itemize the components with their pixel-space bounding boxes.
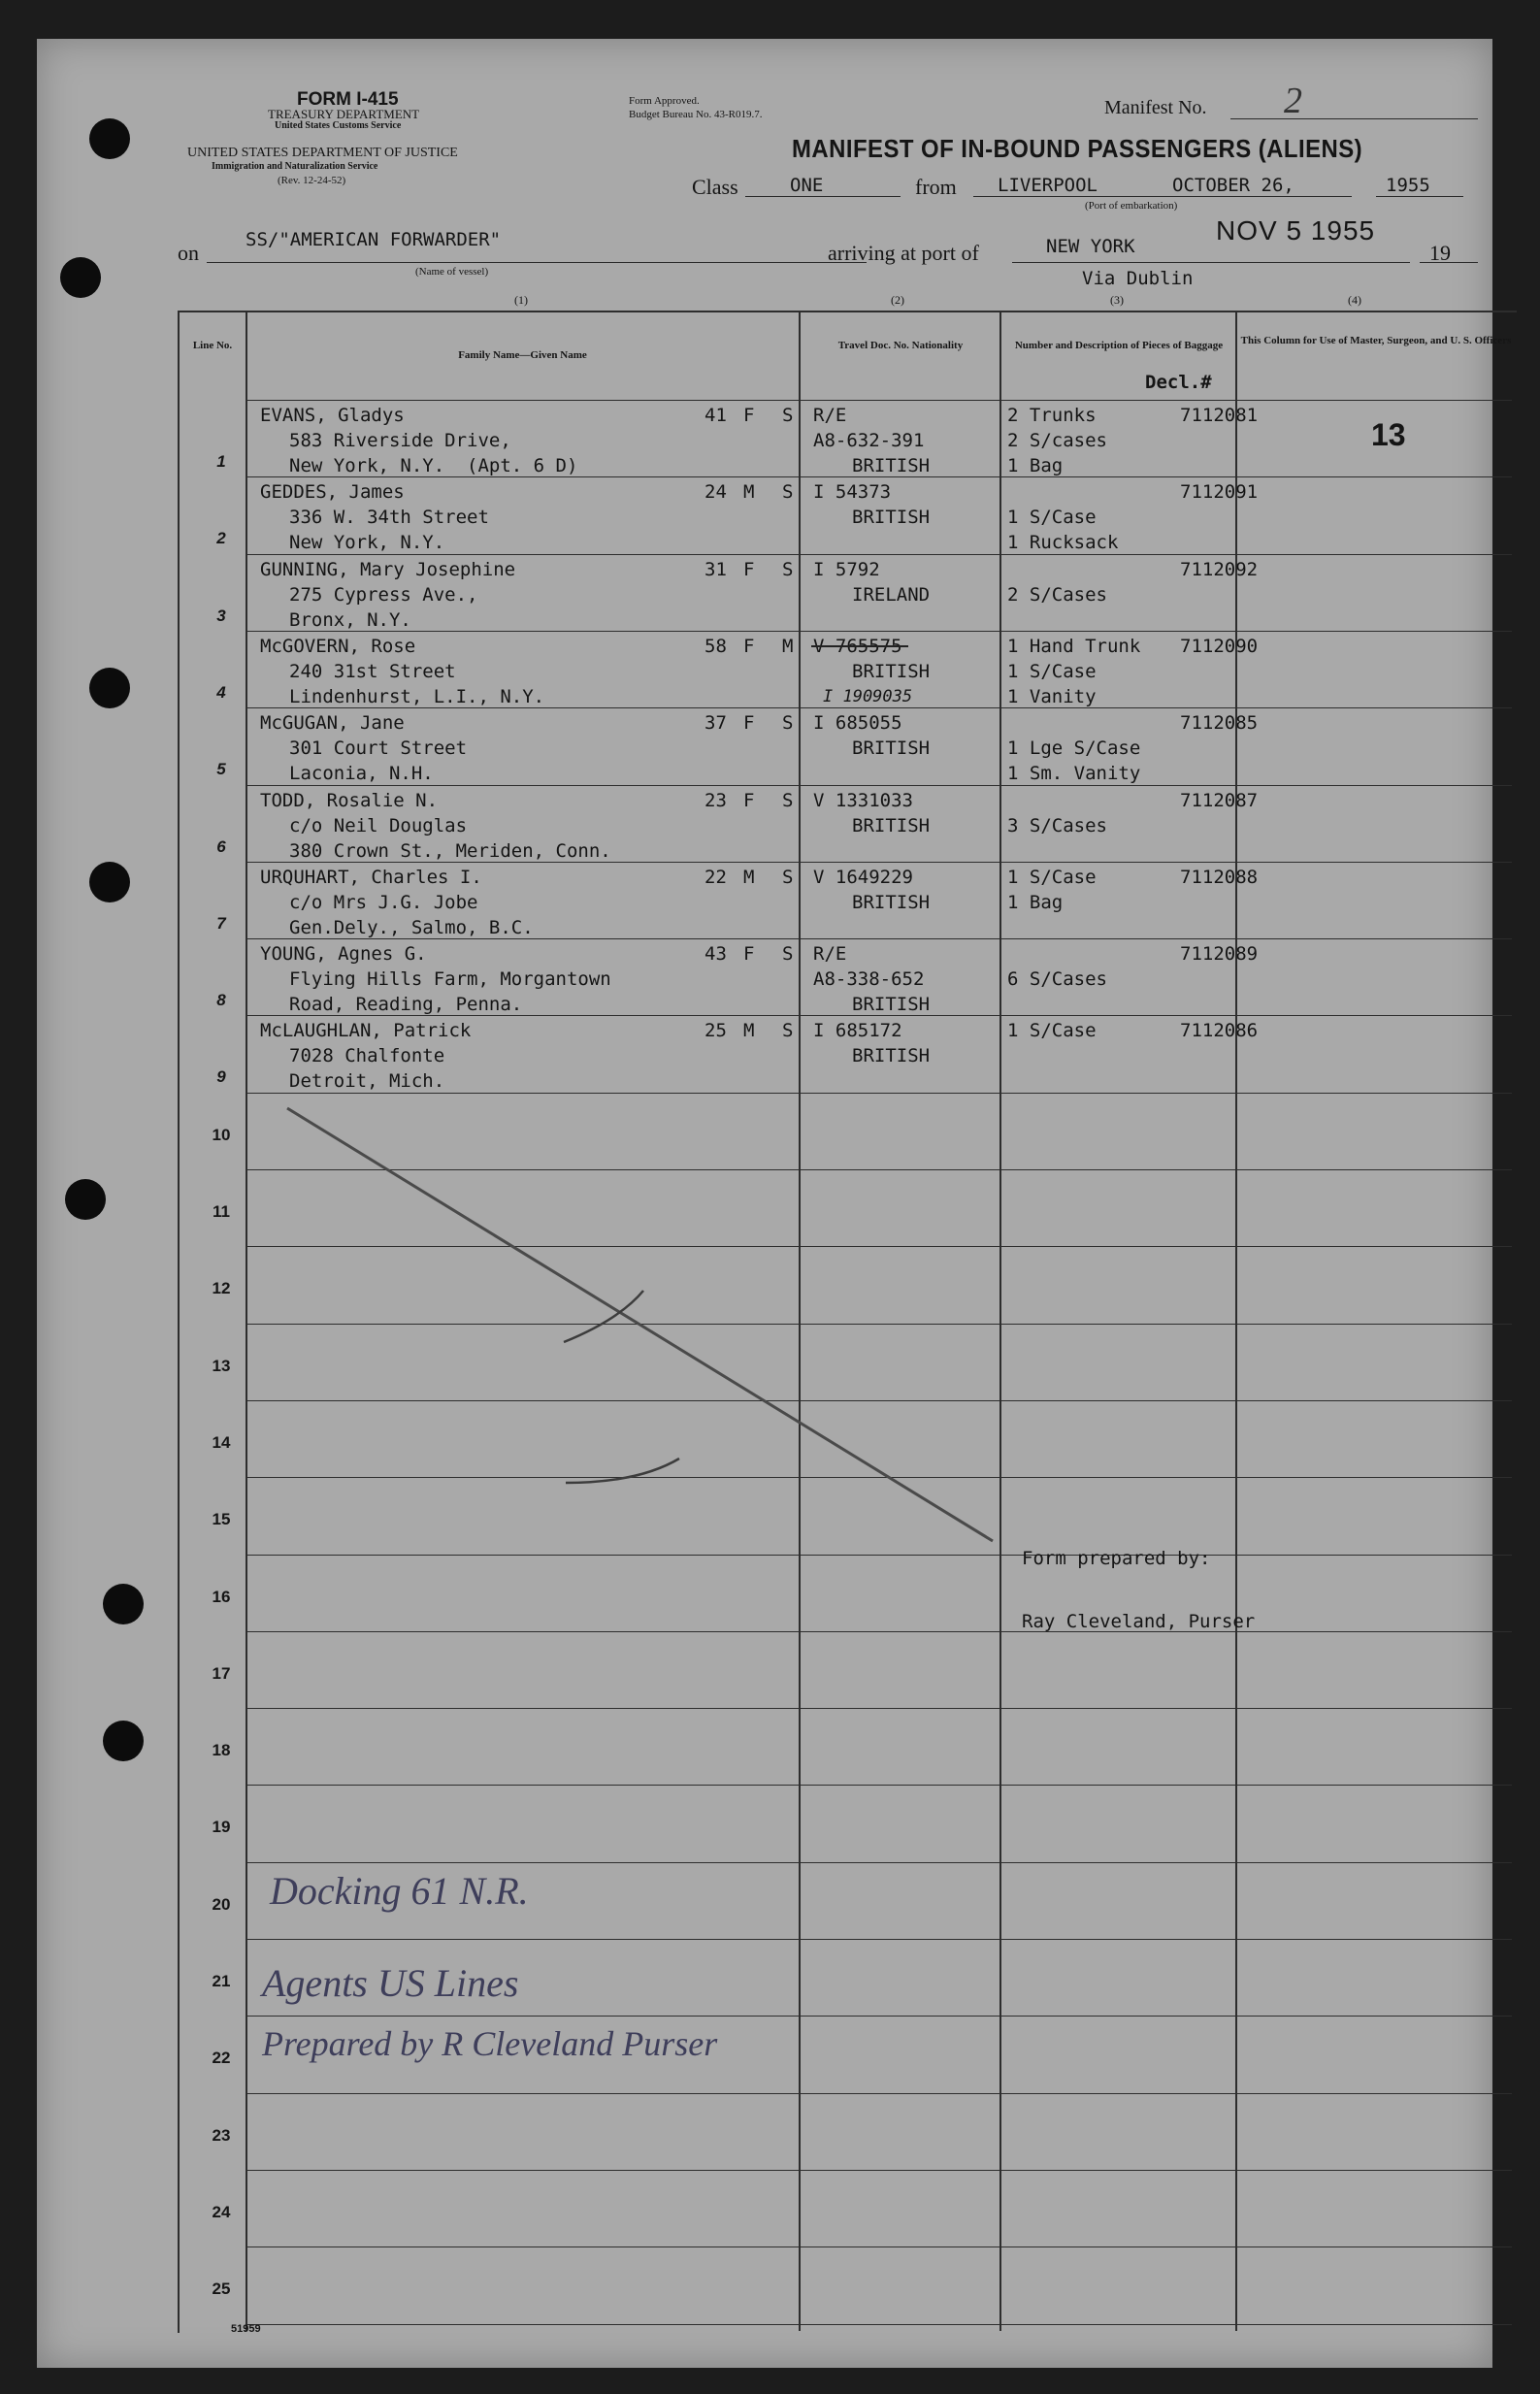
passenger-sex: M <box>743 481 755 504</box>
travel-doc-2: BRITISH <box>852 1045 931 1067</box>
passenger-age: 22 <box>704 866 727 888</box>
dept-treasury-sub: United States Customs Service <box>275 120 402 131</box>
passenger-sex: F <box>743 558 755 580</box>
passenger-age: 41 <box>704 405 727 426</box>
baggage-item: 1 Bag <box>1007 891 1064 913</box>
passenger-sex: F <box>743 789 755 811</box>
travel-doc: V 1649229 <box>813 866 913 888</box>
class-label: Class <box>692 175 738 199</box>
passenger-address: Lindenhurst, L.I., N.Y. <box>289 685 545 707</box>
line-number: 14 <box>212 1432 231 1452</box>
passenger-age: 24 <box>704 481 727 504</box>
line-number: 7 <box>216 913 226 933</box>
punch-hole <box>60 257 101 298</box>
header-name: Family Name—Given Name <box>458 349 587 361</box>
declaration-number: 7112086 <box>1180 1020 1259 1042</box>
dept-justice: UNITED STATES DEPARTMENT OF JUSTICE <box>187 146 458 160</box>
passenger-sex: F <box>743 635 755 657</box>
travel-doc: V 765575 <box>813 635 902 657</box>
line-number: 25 <box>212 2279 231 2299</box>
line-number: 18 <box>212 1741 231 1760</box>
line-number: 17 <box>212 1663 231 1683</box>
embark-date: OCTOBER 26, <box>1172 175 1294 196</box>
baggage-item: 1 Bag <box>1007 455 1064 476</box>
prepared-by-label: Form prepared by: <box>1022 1548 1211 1569</box>
passenger-address: Gen.Dely., Salmo, B.C. <box>289 916 534 938</box>
line-number: 6 <box>216 836 226 856</box>
passenger-address: Flying Hills Farm, Morgantown <box>289 968 611 991</box>
nationality: I 1909035 <box>823 686 913 706</box>
on-label: on <box>178 241 199 265</box>
declaration-number: 7112091 <box>1180 481 1259 504</box>
passenger-name: YOUNG, Agnes G. <box>260 943 427 966</box>
passenger-address: 336 W. 34th Street <box>289 507 489 529</box>
header-travel-doc: Travel Doc. No. Nationality <box>837 340 964 351</box>
handwritten-prepared: Prepared by R Cleveland Purser <box>262 2024 718 2063</box>
declaration-number: 7112092 <box>1180 558 1259 580</box>
travel-doc-2: BRITISH <box>852 814 931 836</box>
passenger-address: 583 Riverside Drive, <box>289 430 511 451</box>
travel-doc: I 685172 <box>813 1020 902 1042</box>
passenger-address: New York, N.Y. <box>289 532 445 554</box>
passenger-name: McLAUGHLAN, Patrick <box>260 1020 472 1042</box>
passenger-name: McGOVERN, Rose <box>260 635 416 657</box>
travel-doc-2: A8-338-652 <box>813 968 925 991</box>
line-number: 2 <box>216 529 226 548</box>
punch-hole <box>103 1584 144 1624</box>
baggage-item: 1 S/Case <box>1007 1020 1097 1042</box>
handwritten-agents: Agents US Lines <box>262 1961 519 2005</box>
baggage-item: 1 Hand Trunk <box>1007 635 1141 657</box>
passenger-name: McGUGAN, Jane <box>260 712 405 735</box>
handwritten-docking: Docking 61 N.R. <box>270 1869 529 1913</box>
baggage-item: 1 S/Case <box>1007 507 1097 529</box>
arriving-label: arriving at port of <box>828 241 979 265</box>
passenger-status: S <box>782 789 794 811</box>
passenger-sex: F <box>743 405 755 426</box>
embark-year: 1955 <box>1386 175 1430 196</box>
declaration-number: 7112081 <box>1180 405 1259 426</box>
passenger-name: GEDDES, James <box>260 481 405 504</box>
line-number: 19 <box>212 1818 231 1837</box>
baggage-item: 1 S/Case <box>1007 660 1097 682</box>
from-value: LIVERPOOL <box>998 175 1098 196</box>
port-embark-label: (Port of embarkation) <box>1085 200 1178 212</box>
col-num-3: (3) <box>1110 293 1124 307</box>
punch-hole <box>89 118 130 159</box>
passenger-address: Detroit, Mich. <box>289 1070 445 1093</box>
passenger-status: S <box>782 405 794 426</box>
form-id: FORM I-415 <box>297 89 399 110</box>
line-number: 5 <box>216 760 226 779</box>
travel-doc: I 54373 <box>813 481 892 504</box>
line-number: 22 <box>212 2049 231 2068</box>
manifest-sheet <box>37 39 1512 2368</box>
manifest-no-label: Manifest No. <box>1104 97 1207 118</box>
baggage-item: 1 Vanity <box>1007 685 1097 707</box>
line-number: 11 <box>213 1202 230 1221</box>
passenger-sex: F <box>743 712 755 735</box>
passenger-age: 23 <box>704 789 727 811</box>
declaration-number: 7112088 <box>1180 866 1259 888</box>
header-baggage: Number and Description of Pieces of Baggage <box>1014 340 1224 351</box>
line-number: 20 <box>212 1894 231 1914</box>
baggage-item: 2 S/Cases <box>1007 583 1107 606</box>
travel-doc-2: BRITISH <box>852 738 931 760</box>
passenger-address: 275 Cypress Ave., <box>289 583 478 606</box>
via-port: Via Dublin <box>1082 268 1194 289</box>
punch-hole <box>103 1721 144 1761</box>
travel-doc: R/E <box>813 943 847 966</box>
baggage-item: 1 Lge S/Case <box>1007 738 1141 760</box>
baggage-item: 1 S/Case <box>1007 866 1097 888</box>
col-num-1: (1) <box>514 293 528 307</box>
passenger-sex: M <box>743 866 755 888</box>
from-label: from <box>915 175 957 199</box>
declaration-number: 7112090 <box>1180 635 1259 657</box>
passenger-name: EVANS, Gladys <box>260 405 405 426</box>
passenger-age: 43 <box>704 943 727 966</box>
passenger-status: S <box>782 1020 794 1042</box>
passenger-address: 240 31st Street <box>289 660 456 682</box>
passenger-status: S <box>782 558 794 580</box>
passenger-name: TODD, Rosalie N. <box>260 789 439 811</box>
travel-doc-2: A8-632-391 <box>813 430 925 451</box>
line-number: 23 <box>212 2125 231 2145</box>
manifest-title: MANIFEST OF IN-BOUND PASSENGERS (ALIENS) <box>792 134 1363 163</box>
declaration-number: 7112087 <box>1180 789 1259 811</box>
class-value: ONE <box>790 175 824 196</box>
decl-label: Decl.# <box>1145 372 1212 393</box>
line-number: 9 <box>216 1067 226 1087</box>
travel-doc-2: IRELAND <box>852 583 931 606</box>
passenger-address: c/o Neil Douglas <box>289 814 468 836</box>
passenger-name: URQUHART, Charles I. <box>260 866 482 888</box>
line-number: 24 <box>212 2202 231 2221</box>
manifest-no-value: 2 <box>1284 81 1302 121</box>
passenger-status: S <box>782 866 794 888</box>
nationality: BRITISH <box>852 455 931 476</box>
passenger-address: New York, N.Y. (Apt. 6 D) <box>289 455 578 476</box>
line-number: 4 <box>216 682 226 702</box>
passenger-sex: M <box>743 1020 755 1042</box>
travel-doc: V 1331033 <box>813 789 913 811</box>
line-number: 13 <box>212 1356 231 1375</box>
line-number: 3 <box>216 606 226 625</box>
baggage-item: 6 S/Cases <box>1007 968 1107 991</box>
passenger-age: 58 <box>704 635 727 657</box>
travel-doc: R/E <box>813 405 847 426</box>
header-official-use: This Column for Use of Master, Surgeon, and U. S. Officers <box>1240 335 1512 346</box>
punch-hole <box>89 668 130 708</box>
punch-hole <box>89 862 130 902</box>
form-approved: Form Approved. <box>629 95 700 107</box>
baggage-item: 1 Rucksack <box>1007 532 1119 554</box>
line-number: 16 <box>212 1587 231 1606</box>
budget-bureau: Budget Bureau No. 43-R019.7. <box>629 109 763 120</box>
line-number: 8 <box>216 991 226 1010</box>
travel-doc: I 685055 <box>813 712 902 735</box>
col-num-2: (2) <box>891 293 904 307</box>
arrival-stamp-date: NOV 5 1955 <box>1216 215 1376 246</box>
passenger-sex: F <box>743 943 755 966</box>
passenger-age: 31 <box>704 558 727 580</box>
travel-doc-2: BRITISH <box>852 660 931 682</box>
passenger-address: 301 Court Street <box>289 738 468 760</box>
footer-code: 51959 <box>231 2323 261 2335</box>
cancel-strike <box>37 39 1492 2368</box>
passenger-address: c/o Mrs J.G. Jobe <box>289 891 478 913</box>
baggage-item: 3 S/Cases <box>1007 814 1107 836</box>
passenger-age: 37 <box>704 712 727 735</box>
passenger-address: Laconia, N.H. <box>289 763 434 785</box>
punch-hole <box>65 1179 106 1220</box>
vessel-label: (Name of vessel) <box>415 266 489 278</box>
baggage-item: 1 Sm. Vanity <box>1007 763 1141 785</box>
travel-doc-2: BRITISH <box>852 507 931 529</box>
passenger-address: Bronx, N.Y. <box>289 608 411 631</box>
passenger-address: 380 Crown St., Meriden, Conn. <box>289 839 611 862</box>
header-line-no: Line No. <box>192 340 233 351</box>
travel-doc-2: BRITISH <box>852 891 931 913</box>
baggage-item: 2 Trunks <box>1007 405 1097 426</box>
year-19: 19 <box>1429 241 1451 265</box>
passenger-status: S <box>782 943 794 966</box>
passenger-address: 7028 Chalfonte <box>289 1045 445 1067</box>
travel-doc: I 5792 <box>813 558 880 580</box>
passenger-age: 25 <box>704 1020 727 1042</box>
official-number: 13 <box>1371 417 1406 452</box>
line-number: 10 <box>212 1125 231 1144</box>
passenger-status: M <box>782 635 794 657</box>
line-number: 12 <box>212 1279 231 1298</box>
baggage-item: 2 S/cases <box>1007 430 1107 451</box>
declaration-number: 7112085 <box>1180 712 1259 735</box>
passenger-name: GUNNING, Mary Josephine <box>260 558 516 580</box>
vessel-name: SS/"AMERICAN FORWARDER" <box>246 229 502 250</box>
dept-justice-sub: Immigration and Naturalization Service <box>212 161 378 172</box>
line-number: 1 <box>216 452 226 471</box>
dept-treasury: TREASURY DEPARTMENT <box>268 107 420 121</box>
arrival-port: NEW YORK <box>1046 236 1135 257</box>
line-number: 21 <box>212 1972 231 1990</box>
passenger-status: S <box>782 481 794 504</box>
col-num-4: (4) <box>1348 293 1361 307</box>
declaration-number: 7112089 <box>1180 943 1259 966</box>
nationality: BRITISH <box>852 994 931 1016</box>
line-number: 15 <box>212 1510 231 1529</box>
prepared-by-name: Ray Cleveland, Purser <box>1022 1611 1256 1632</box>
passenger-status: S <box>782 712 794 735</box>
revision: (Rev. 12-24-52) <box>278 175 346 186</box>
passenger-address: Road, Reading, Penna. <box>289 994 523 1016</box>
